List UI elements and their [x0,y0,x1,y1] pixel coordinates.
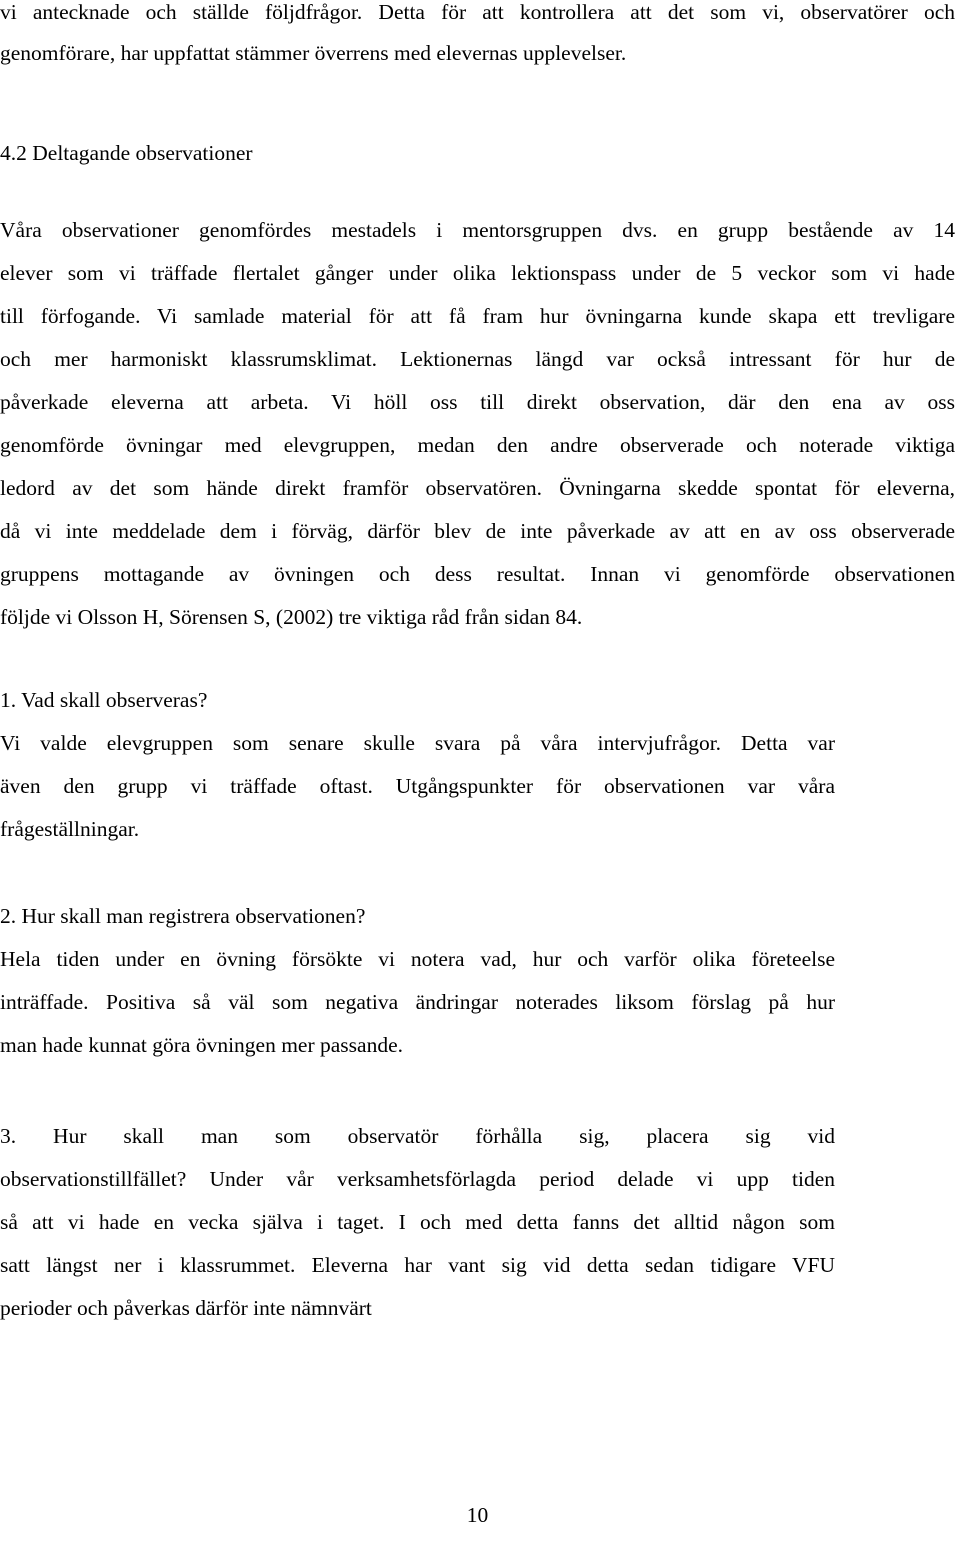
section-heading: 4.2 Deltagande observationer [0,141,253,165]
item2-question: 2. Hur skall man registrera observationen? [0,904,366,928]
item1-line-3: frågeställningar. [0,817,140,841]
section-line-1: Våra observationer genomfördes mestadels i mentorsgruppen dvs. en grupp bestående av 14 [0,218,955,242]
intro-line-1: vi antecknade och ställde följdfrågor. Detta för att kontrollera att det som vi, observatörer och [0,0,955,24]
section-line-5: påverkade eleverna att arbeta. Vi höll oss till direkt observation, där den ena av oss [0,390,955,414]
intro-line-2: genomförare, har uppfattat stämmer överrens med elevernas upplevelser. [0,41,627,65]
item1-question: 1. Vad skall observeras? [0,688,208,712]
item3-line-4: satt längst ner i klassrummet. Eleverna har vant sig vid detta sedan tidigare VFU [0,1253,835,1277]
section-line-4: och mer harmoniskt klassrumsklimat. Lektionernas längd var också intressant för hur de [0,347,955,371]
section-line-6: genomförde övningar med elevgruppen, medan den andre observerade och noterade viktiga [0,433,955,457]
item1-line-1: Vi valde elevgruppen som senare skulle svara på våra intervjufrågor. Detta var [0,731,835,755]
item3-line-3: så att vi hade en vecka själva i taget. I och med detta fanns det alltid någon som [0,1210,835,1234]
item2-line-2: inträffade. Positiva så väl som negativa ändringar noterades liksom förslag på hur [0,990,835,1014]
section-line-2: elever som vi träffade flertalet gånger under olika lektionspass under de 5 veckor som vi hade [0,261,955,285]
page-number: 10 [466,1503,489,1527]
item2-line-3: man hade kunnat göra övningen mer passande. [0,1033,403,1057]
section-line-3: till förfogande. Vi samlade material för att få fram hur övningarna kunde skapa ett trevligare [0,304,955,328]
section-line-9: gruppens mottagande av övningen och dess resultat. Innan vi genomförde observationen [0,562,955,586]
section-line-8: då vi inte meddelade dem i förväg, därför blev de inte påverkade av att en av oss observerade [0,519,955,543]
item1-line-2: även den grupp vi träffade oftast. Utgångspunkter för observationen var våra [0,774,835,798]
item2-line-1: Hela tiden under en övning försökte vi notera vad, hur och varför olika företeelse [0,947,835,971]
section-line-10: följde vi Olsson H, Sörensen S, (2002) tre viktiga råd från sidan 84. [0,605,583,629]
section-line-7: ledord av det som hände direkt framför observatören. Övningarna skedde spontat för eleverna, [0,476,955,500]
item3-line-2: observationstillfället? Under vår verksamhetsförlagda period delade vi upp tiden [0,1167,835,1191]
item3-line-1: 3. Hur skall man som observatör förhålla sig, placera sig vid [0,1124,835,1148]
item3-line-5: perioder och påverkas därför inte nämnvärt [0,1296,372,1320]
